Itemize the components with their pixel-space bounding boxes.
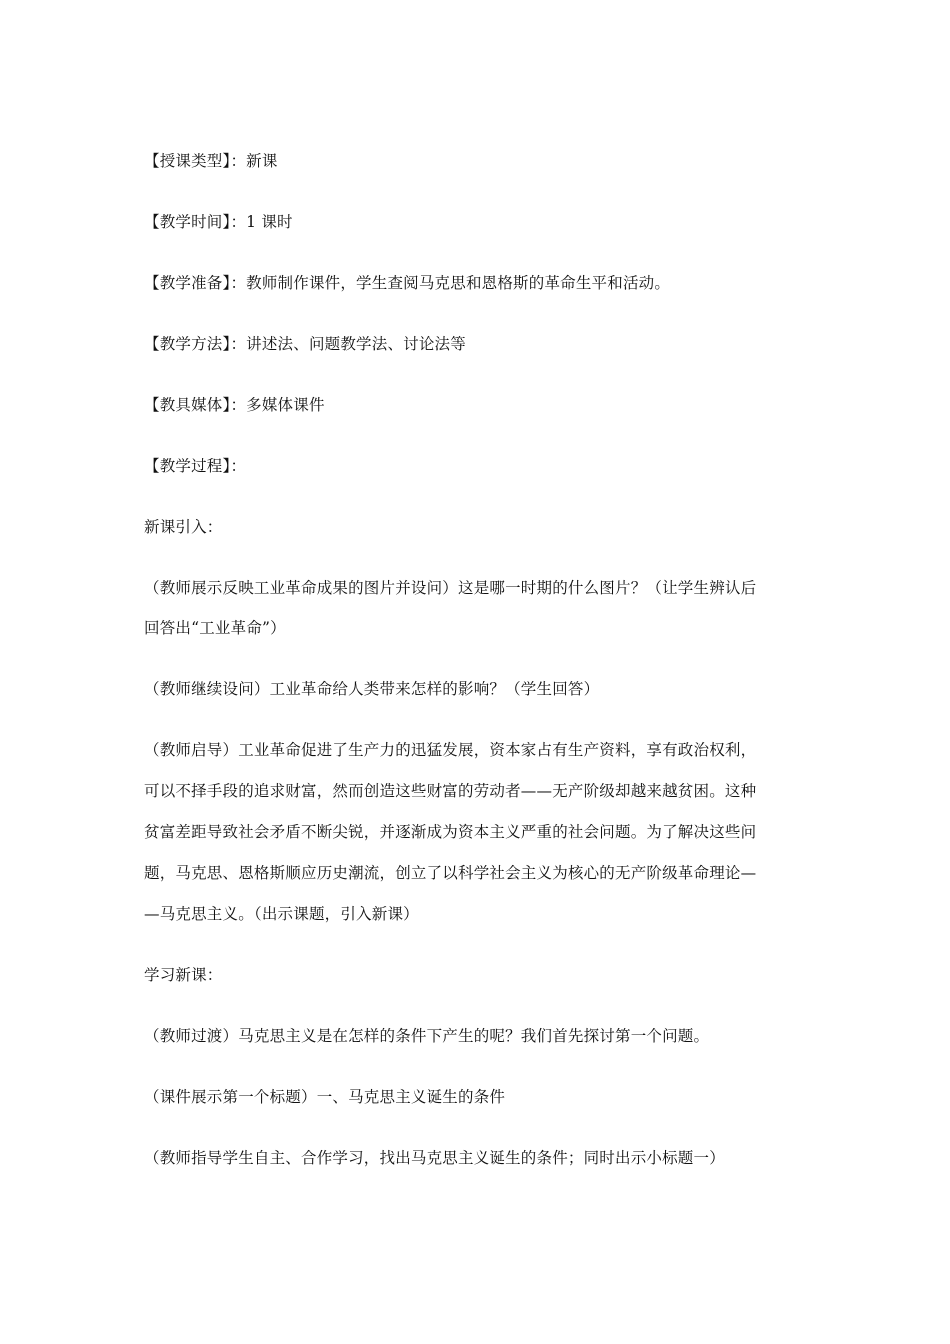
paragraph-line: （教师指导学生自主、合作学习，找出马克思主义诞生的条件；同时出示小标题一） bbox=[144, 1149, 725, 1167]
paragraph-line: （教师过渡）马克思主义是在怎样的条件下产生的呢？我们首先探讨第一个问题。 bbox=[144, 1027, 710, 1045]
meta-methods bbox=[144, 334, 466, 354]
intro-heading: 新课引入： bbox=[144, 518, 223, 536]
meta-label: 【教具媒体】 bbox=[144, 396, 231, 414]
meta-preparation bbox=[144, 273, 670, 293]
paragraph-line: （教师启导）工业革命促进了生产力的迅猛发展，资本家占有生产资料，享有政治权利， bbox=[144, 741, 757, 759]
meta-value: 教师制作课件，学生查阅马克思和恩格斯的革命生平和活动。 bbox=[246, 274, 671, 292]
meta-value: 多媒体课件 bbox=[246, 396, 325, 414]
meta-value: 新课 bbox=[246, 152, 278, 170]
paragraph-line: 可以不择手段的追求财富，然而创造这些财富的劳动者——无产阶级却越来越贫困。这种 bbox=[144, 782, 757, 800]
meta-teaching-time bbox=[144, 212, 293, 232]
meta-value: 1 课时 bbox=[246, 213, 293, 231]
meta-label: 【教学时间】 bbox=[144, 213, 231, 231]
meta-class-type bbox=[144, 151, 278, 171]
paragraph-line: 回答出“工业革命”） bbox=[144, 619, 286, 637]
meta-separator: ： bbox=[230, 274, 247, 292]
meta-value: 讲述法、问题教学法、讨论法等 bbox=[246, 335, 466, 353]
meta-process bbox=[144, 456, 246, 476]
meta-separator: ： bbox=[230, 152, 247, 170]
meta-separator: ： bbox=[230, 457, 247, 475]
meta-label: 【教学过程】 bbox=[144, 457, 231, 475]
paragraph-line: （教师继续设问）工业革命给人类带来怎样的影响？（学生回答） bbox=[144, 680, 600, 698]
paragraph-line: （课件展示第一个标题）一、马克思主义诞生的条件 bbox=[144, 1088, 506, 1106]
meta-separator: ： bbox=[230, 396, 247, 414]
paragraph-line: 题，马克思、恩格斯顺应历史潮流，创立了以科学社会主义为核心的无产阶级革命理论— bbox=[144, 864, 757, 882]
meta-separator: ： bbox=[230, 335, 247, 353]
meta-label: 【教学方法】 bbox=[144, 335, 231, 353]
paragraph-line: 贫富差距导致社会矛盾不断尖锐，并逐渐成为资本主义严重的社会问题。为了解决这些问 bbox=[144, 823, 757, 841]
study-heading: 学习新课： bbox=[144, 966, 223, 984]
paragraph-line: （教师展示反映工业革命成果的图片并设问）这是哪一时期的什么图片？（让学生辨认后 bbox=[144, 579, 757, 597]
meta-media bbox=[144, 395, 325, 415]
meta-separator: ： bbox=[230, 213, 247, 231]
meta-label: 【教学准备】 bbox=[144, 274, 231, 292]
paragraph-line: —马克思主义。（出示课题，引入新课） bbox=[144, 905, 419, 923]
meta-label: 【授课类型】 bbox=[144, 152, 231, 170]
